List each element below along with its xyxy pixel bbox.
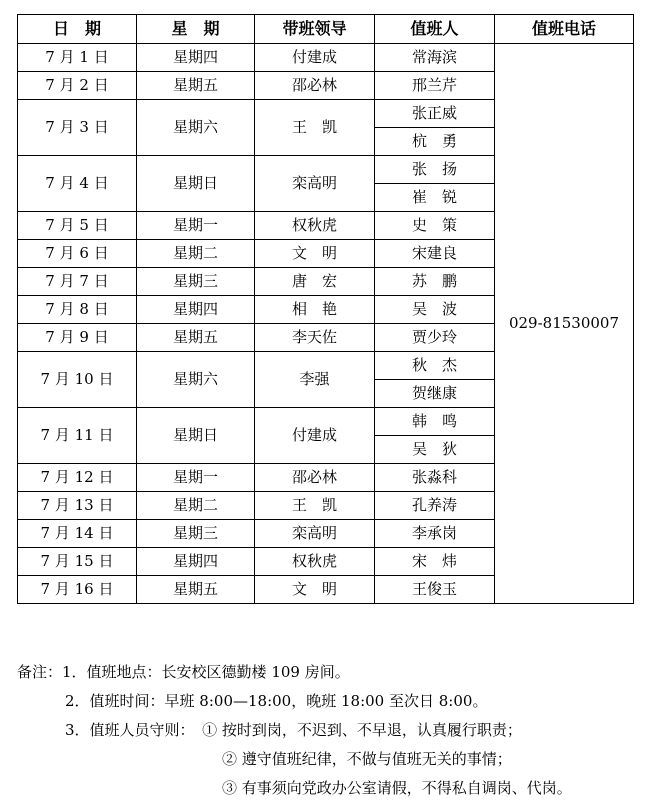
notes-label: 备注： [17, 663, 63, 681]
weekday-cell: 星期四 [137, 296, 255, 324]
table-header-row [18, 15, 634, 44]
leader-cell: 李强 [255, 352, 375, 408]
date-cell: 7 月 6 日 [18, 240, 137, 268]
table-row [18, 44, 634, 72]
person-cell: 韩 鸣 [375, 408, 495, 436]
weekday-cell: 星期日 [137, 156, 255, 212]
date-cell: 7 月 4 日 [18, 156, 137, 212]
note-rule-1: ① 按时到岗，不迟到、不早退，认真履行职责； [202, 721, 522, 739]
weekday-cell: 星期五 [137, 576, 255, 604]
note-rule-2: ② 遵守值班纪律，不做与值班无关的事情； [222, 750, 512, 768]
leader-cell: 相 艳 [255, 296, 375, 324]
leader-cell: 文 明 [255, 240, 375, 268]
person-cell: 张正威 [375, 100, 495, 128]
person-cell: 孔养涛 [375, 492, 495, 520]
leader-cell: 权秋虎 [255, 212, 375, 240]
leader-cell: 邵必林 [255, 464, 375, 492]
leader-cell: 权秋虎 [255, 548, 375, 576]
weekday-cell: 星期二 [137, 240, 255, 268]
person-cell: 贾少玲 [375, 324, 495, 352]
note-line-2 [17, 687, 647, 716]
person-cell: 邢兰芹 [375, 72, 495, 100]
person-cell: 杭 勇 [375, 128, 495, 156]
header-leader: 带班领导 [255, 15, 375, 44]
weekday-cell: 星期四 [137, 44, 255, 72]
note-line-1 [17, 658, 647, 687]
person-cell: 李承岗 [375, 520, 495, 548]
note-rule-3: ③ 有事须向党政办公室请假，不得私自调岗、代岗。 [222, 779, 572, 797]
date-cell: 7 月 11 日 [18, 408, 137, 464]
header-phone: 值班电话 [495, 15, 634, 44]
date-cell: 7 月 8 日 [18, 296, 137, 324]
note-line-4 [17, 745, 647, 774]
person-cell: 宋 炜 [375, 548, 495, 576]
notes-section [17, 658, 647, 803]
weekday-cell: 星期六 [137, 352, 255, 408]
date-cell: 7 月 10 日 [18, 352, 137, 408]
person-cell: 张 扬 [375, 156, 495, 184]
table-body [18, 44, 634, 604]
weekday-cell: 星期日 [137, 408, 255, 464]
weekday-cell: 星期三 [137, 520, 255, 548]
phone-cell: 029-81530007 [495, 44, 634, 604]
date-cell: 7 月 7 日 [18, 268, 137, 296]
date-cell: 7 月 3 日 [18, 100, 137, 156]
date-cell: 7 月 5 日 [18, 212, 137, 240]
person-cell: 王俊玉 [375, 576, 495, 604]
leader-cell: 王 凯 [255, 492, 375, 520]
header-weekday: 星 期 [137, 15, 255, 44]
date-cell: 7 月 13 日 [18, 492, 137, 520]
leader-cell: 付建成 [255, 408, 375, 464]
leader-cell: 邵必林 [255, 72, 375, 100]
date-cell: 7 月 14 日 [18, 520, 137, 548]
person-cell: 崔 锐 [375, 184, 495, 212]
note-line-3 [17, 716, 647, 745]
leader-cell: 李天佐 [255, 324, 375, 352]
date-cell: 7 月 16 日 [18, 576, 137, 604]
note-line-5 [17, 774, 647, 803]
weekday-cell: 星期二 [137, 492, 255, 520]
date-cell: 7 月 2 日 [18, 72, 137, 100]
weekday-cell: 星期三 [137, 268, 255, 296]
weekday-cell: 星期四 [137, 548, 255, 576]
weekday-cell: 星期六 [137, 100, 255, 156]
weekday-cell: 星期五 [137, 324, 255, 352]
person-cell: 苏 鹏 [375, 268, 495, 296]
person-cell: 史 策 [375, 212, 495, 240]
note-time: 2．值班时间：早班 8:00—18:00，晚班 18:00 至次日 8:00。 [65, 692, 488, 710]
date-cell: 7 月 9 日 [18, 324, 137, 352]
header-date: 日 期 [18, 15, 137, 44]
person-cell: 张淼科 [375, 464, 495, 492]
note-rules-label: 3．值班人员守则： [65, 721, 188, 739]
duty-schedule-table [17, 14, 634, 604]
leader-cell: 栾高明 [255, 520, 375, 548]
leader-cell: 文 明 [255, 576, 375, 604]
leader-cell: 唐 宏 [255, 268, 375, 296]
note-location: 1．值班地点：长安校区德勤楼 109 房间。 [62, 663, 350, 681]
person-cell: 宋建良 [375, 240, 495, 268]
weekday-cell: 星期一 [137, 212, 255, 240]
person-cell: 吴 波 [375, 296, 495, 324]
person-cell: 吴 狄 [375, 436, 495, 464]
date-cell: 7 月 1 日 [18, 44, 137, 72]
leader-cell: 栾高明 [255, 156, 375, 212]
weekday-cell: 星期一 [137, 464, 255, 492]
person-cell: 贺继康 [375, 380, 495, 408]
person-cell: 秋 杰 [375, 352, 495, 380]
weekday-cell: 星期五 [137, 72, 255, 100]
leader-cell: 王 凯 [255, 100, 375, 156]
person-cell: 常海滨 [375, 44, 495, 72]
header-person: 值班人 [375, 15, 495, 44]
date-cell: 7 月 15 日 [18, 548, 137, 576]
date-cell: 7 月 12 日 [18, 464, 137, 492]
leader-cell: 付建成 [255, 44, 375, 72]
